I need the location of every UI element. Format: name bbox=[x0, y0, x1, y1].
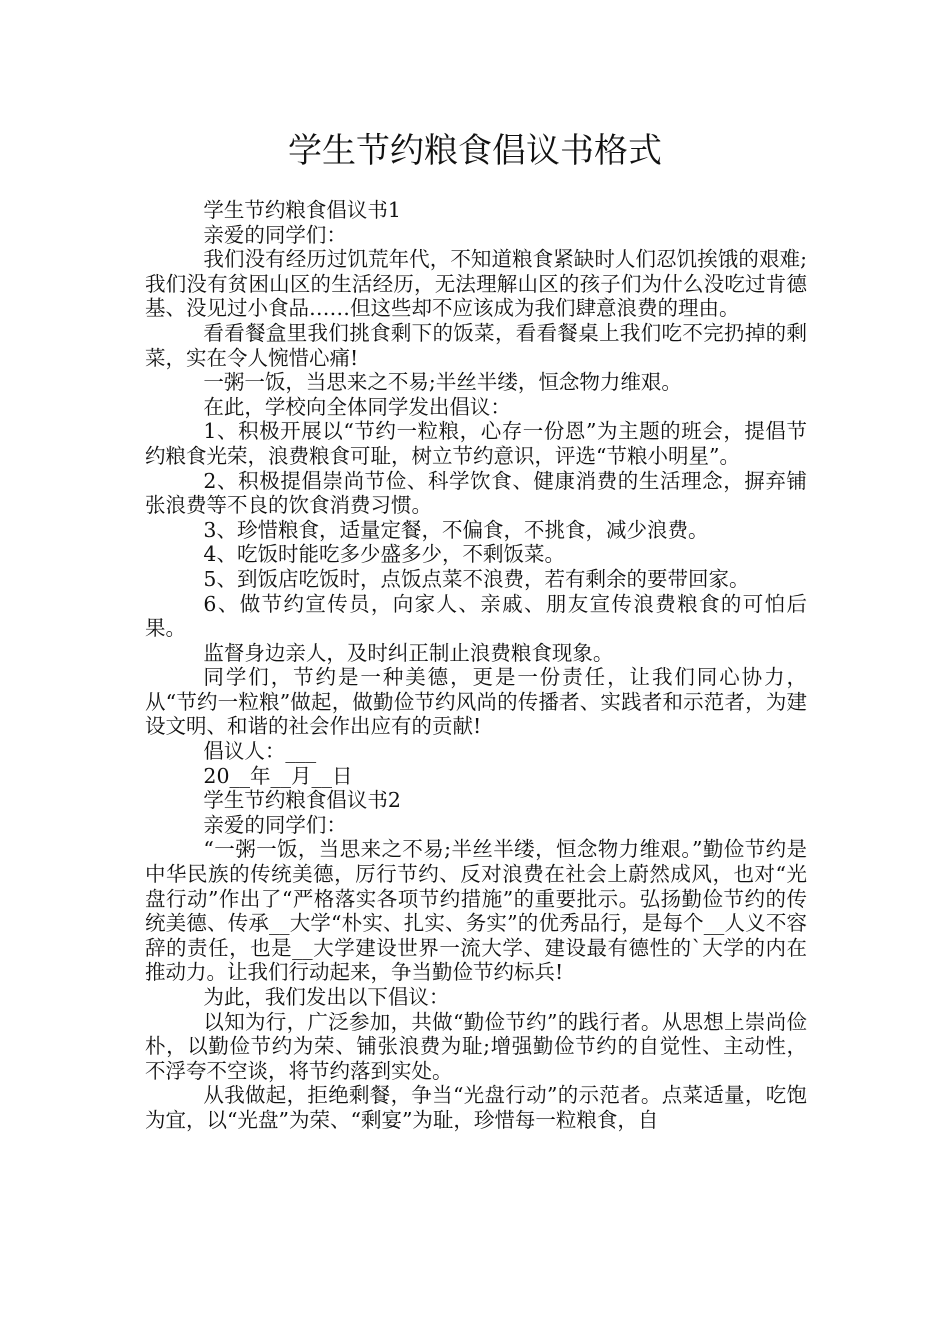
paragraph: 在此，学校向全体同学发出倡议： bbox=[203, 394, 511, 419]
paragraph: 看看餐盒里我们挑食剩下的饭菜，看看餐桌上我们吃不完扔掉的剩菜，实在令人惋惜心痛! bbox=[145, 320, 807, 370]
section-heading: 学生节约粮食倡议书1 bbox=[203, 198, 401, 222]
list-item: 1、积极开展以“节约一粒粮，心存一份恩”为主题的班会，提倡节约粮食光荣，浪费粮食可耻，树立节约意识，评选“节粮小明星”。 bbox=[145, 419, 807, 468]
list-item: 6、做节约宣传员，向家人、亲戚、朋友宣传浪费粮食的可怕后果。 bbox=[145, 591, 807, 641]
paragraph: 监督身边亲人，及时纠正制止浪费粮食现象。 bbox=[203, 640, 614, 665]
paragraph: 一粥一饭，当思来之不易;半丝半缕，恒念物力维艰。 bbox=[203, 370, 682, 395]
salutation: 亲爱的同学们： bbox=[203, 222, 347, 247]
document-title: 学生节约粮食倡议书格式 bbox=[288, 131, 662, 171]
paragraph: 同学们，节约是一种美德，更是一份责任，让我们同心协力，从“节约一粒粮”做起，做勤俭节约风尚的传播者、实践者和示范者，为建设文明、和谐的社会作出应有的贡献! bbox=[145, 665, 807, 739]
paragraph: 我们没有经历过饥荒年代，不知道粮食紧缺时人们忍饥挨饿的艰难;我们没有贫困山区的生活经历，无法理解山区的孩子们为什么没吃过肯德基、没见过小食品……但这些却不应该成为我们肆意浪费的理由。 bbox=[145, 247, 807, 321]
section-heading: 学生节约粮食倡议书2 bbox=[203, 788, 401, 813]
paragraph: 为此，我们发出以下倡议： bbox=[203, 985, 450, 1009]
paragraph: 从我做起，拒绝剩餐，争当“光盘行动”的示范者。点菜适量，吃饱为宜，以“光盘”为荣、“剩宴”为耻，珍惜每一粒粮食，自 bbox=[145, 1083, 807, 1132]
paragraph: “一粥一饭，当思来之不易;半丝半缕，恒念物力维艰。”勤俭节约是中华民族的传统美德，厉行节约、反对浪费在社会上蔚然成风，也对“光盘行动”作出了“严格落实各项节约措施”的重要批示。弘扬勤俭节约的传统美德、传承__大学“朴实、扎实、务实”的优秀品行，是每个__人义不容辞的责任，也是__大学建设世界一流大学、建设最有德性的`大学的内在推动力。让我们行动起来，争当勤俭节约标兵! bbox=[145, 837, 807, 985]
list-item: 4、吃饭时能吃多少盛多少，不剩饭菜。 bbox=[203, 542, 565, 567]
list-item: 2、积极提倡崇尚节俭、科学饮食、健康消费的生活理念，摒弃铺张浪费等不良的饮食消费习惯。 bbox=[145, 468, 807, 518]
date-line: 20__年__月__日 bbox=[203, 763, 353, 788]
list-item: 3、珍惜粮食，适量定餐，不偏食，不挑食，减少浪费。 bbox=[203, 517, 709, 542]
document-body bbox=[145, 198, 807, 1133]
salutation: 亲爱的同学们： bbox=[203, 812, 347, 837]
list-item: 5、到饭店吃饭时，点饭点菜不浪费，若有剩余的要带回家。 bbox=[203, 566, 750, 591]
paragraph: 以知为行，广泛参加，共做“勤俭节约”的践行者。从思想上崇尚俭朴，以勤俭节约为荣、铺张浪费为耻;增强勤俭节约的自觉性、主动性，不浮夸不空谈，将节约落到实处。 bbox=[145, 1009, 807, 1083]
signature-line: 倡议人：___ bbox=[203, 739, 317, 764]
